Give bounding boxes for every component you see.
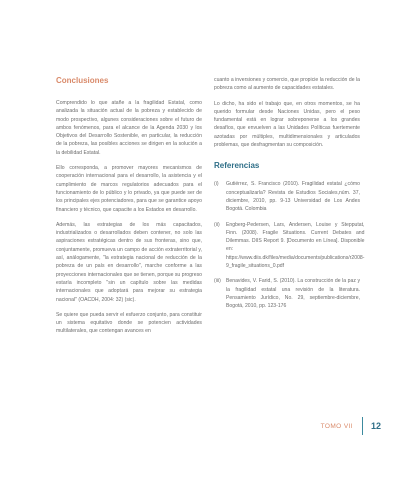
left-column [56,76,202,343]
reference-number: (ii) [214,221,220,228]
reference-text: Gutiérrez, S. Francisco (2010). Fragilidad estatal ¿cómo conceptualizarla? Revista de Estudios Sociales,núm. 37, diciembre, 2010, pp. 9-13 Universidad de Los Andes Bogotá. Colombia [226,181,360,213]
volume-label: TOMO VII [320,422,353,430]
left-paragraph-1: Comprendido lo que atañe a la fragilidad Estatal, como analizada la situación actual de la pobreza y establecido de modo prospectivo, algunes consideraciones sobre el futuro de ambos fenómenos, para el alcance de la Agenda 2030 y los Objetivos del Desarrollo Sostenible, en particular, la reducción de la pobreza, las posibles acciones se dirigen en la solución a la debilidad Estatal. [56,100,202,156]
left-paragraph-4: Se quiere que pueda servir el esfuerzo conjunto, para constituir un sistema equitativo donde se potencien actividades multilaterales, que contengan avances en [56,311,202,335]
reference-item [214,277,360,310]
page-footer [321,416,381,436]
footer-divider [362,417,363,435]
right-column [214,76,365,318]
conclusions-heading: Conclusiones [56,76,109,85]
reference-item [214,180,360,213]
reference-number: (i) [214,181,219,188]
left-paragraph-2: Ello corresponda, a promover mayores mecanismos de cooperación internacional para el desarrollo, la asistencia y el cumplimiento de marcos regulatorios adecuados para el funcionamiento de lo público y lo privado, ya que puede ser de los principales ejes potenciadores, para que se garantice apoyo financiero y técnico, que capacite a los Estados en desarrollo. [56,165,202,213]
reference-text: Benavides, V. Farid, S. (2010). La construcción de la paz y la fragilidad estatal una revisión de la literatura. Pensamiento Jurídico, No. 29, septiembre-diciembre, Bogotá, 2010, pp. 123-176 [226,278,360,310]
reference-text: Engberg-Pedersen, Lars, Andersen, Louise y Stepputat, Finn. (2008). Fragile Situations. Current Debates and Dilemmas. DIIS Report 9. [Documento en Línea]. Disponible en: https://www.diis.dk/files/media/documents/publications/r2008-9_fragile_situations_0.pdf [226,221,365,270]
right-paragraph-2: Lo dicho, ha sido el trabajo que, en otros momentos, se ha querido formular desde Naciones Unidas, pero el peso fundamental está en lograr sobreponerse a los grandes desafíos, que envuelven a las Unidades Políticas fuertemente azotadas por múltiples, multidimensionales y articulados problemas, que desfragmentan su composición. [214,100,360,149]
reference-item [214,221,365,271]
left-paragraph-3: Además, las estrategias de los más capacitados, industrializados o desarrollados deben contener, no solo las aspiraciones estratégicas dentro de sus fronteras, sino que, conjuntamente, promueva un campo de acción extraterritorial y, así, análogamente, "la estrategia nacional de reducción de la pobreza de un país en desarrollo", marche conforme a las proyecciones internacionales que se tienen, porque su progreso estaría incompleto "sin un capítulo sobre las medidas internacionales que adoptará para mejorar su estrategia nacional" (OACDH, 2004: 32) (sic). [56,221,202,303]
page-number: 12 [370,421,381,431]
right-paragraph-1: cuanto a inversiones y comercio, que propicie la reducción de la pobreza como al aumento de capacidades estatales. [214,77,360,92]
references-heading: Referencias [214,161,260,171]
reference-number: (iii) [214,278,221,285]
